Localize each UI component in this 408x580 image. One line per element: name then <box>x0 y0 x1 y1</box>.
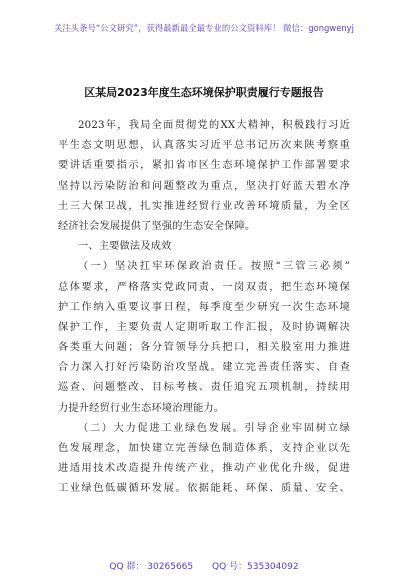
section-heading: 一、主要做法及成效 <box>78 241 172 253</box>
paragraph-2-line: 合力深入打好污染防治攻坚战。建立完善责任落实、自查 <box>58 362 350 374</box>
paragraph-1-line: 平生态文明思想，认真落实习近平总书记历次来陕考察重 <box>58 140 350 152</box>
contact-footer <box>0 559 408 572</box>
document-title: 区某局2023年度生态环境保护职责履行专题报告 <box>84 86 324 99</box>
paragraph-2-line: 各类重大问题；各分管领导分兵把口，相关股室用力推进 <box>58 342 350 354</box>
paragraph-2-line: 保护工作，主要负责人定期听取工作汇报，及时协调解决 <box>58 321 350 333</box>
paragraph-2-line: 巡查、问题整改、目标考核、责任追究五项机制，持续用 <box>58 382 350 394</box>
paragraph-2-line: 力提升经贸行业生态环境治理能力。 <box>58 402 225 414</box>
paragraph-1-line: 要讲话重要指示，紧扣省市区生态环境保护工作部署要求 <box>58 160 350 172</box>
paragraph-2-line: 护工作纳入重要议事日程，每季度至少研究一次生态环境 <box>58 301 350 313</box>
qq-number-text: QQ 号：535304092 <box>212 562 299 572</box>
promo-header: 关注头条号“公文研究”，获得最新最全最专业的公文资料库！ 微信：gongwenyj <box>54 23 354 33</box>
paragraph-1-line: 2023年，我局全面贯彻党的XX大精神，积极践行习近 <box>78 120 350 131</box>
paragraph-2-line: （一）坚决扛牢环保政治责任。按照“三管三必须” <box>78 261 350 273</box>
paragraph-1-line: 经济社会发展提供了坚强的生态安全保障。 <box>58 220 256 232</box>
paragraph-3-line: 进适用技术改造提升传统产业，推动产业优化升级，促进 <box>58 463 350 475</box>
paragraph-2-line: 总体要求，严格落实党政同责、一岗双责，把生态环境保 <box>58 281 350 293</box>
paragraph-3-line: 工业绿色低碳循环发展。依据能耗、环保、质量、安全、 <box>58 483 350 495</box>
document-body <box>58 116 350 500</box>
paragraph-3-line: （二）大力促进工业绿色发展。引导企业牢固树立绿 <box>78 422 350 434</box>
paragraph-1-line: 坚持以污染防治和问题整改为重点，坚决打好蓝天碧水净 <box>58 180 350 192</box>
qq-group-text: QQ 群： 30265665 <box>109 562 194 572</box>
paragraph-3-line: 色发展理念，加快建立完善绿色制造体系，支持企业以先 <box>58 443 350 454</box>
paragraph-1-line: 土三大保卫战，扎实推进经贸行业改善环境质量，为全区 <box>58 200 350 212</box>
